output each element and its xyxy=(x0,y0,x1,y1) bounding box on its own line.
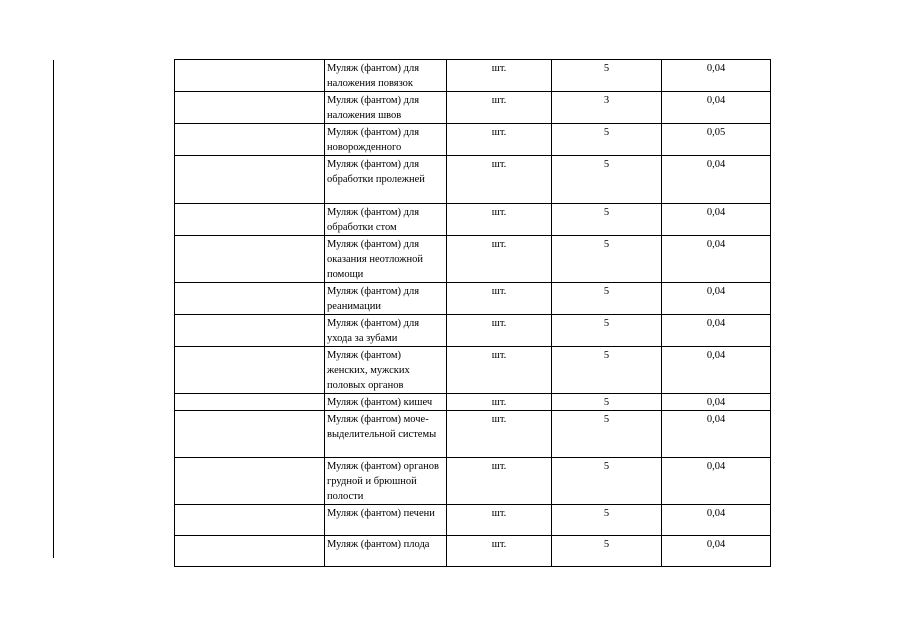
empty-cell xyxy=(175,60,325,92)
empty-cell xyxy=(175,505,325,536)
empty-cell xyxy=(175,411,325,458)
table-row xyxy=(175,458,771,505)
item-name: Муляж (фантом) женских, мужских половых органов xyxy=(325,347,447,394)
item-value: 0,04 xyxy=(662,536,771,567)
table-row xyxy=(175,536,771,567)
item-name: Муляж (фантом) для новорожденного xyxy=(325,124,447,156)
item-unit: шт. xyxy=(447,204,552,236)
table-row xyxy=(175,60,771,92)
item-value: 0,04 xyxy=(662,60,771,92)
table-row xyxy=(175,236,771,283)
item-value: 0,04 xyxy=(662,505,771,536)
item-unit: шт. xyxy=(447,60,552,92)
item-name: Муляж (фантом) для наложения повязок xyxy=(325,60,447,92)
item-unit: шт. xyxy=(447,347,552,394)
item-value: 0,04 xyxy=(662,283,771,315)
item-name: Муляж (фантом) моче-выделительной системы xyxy=(325,411,447,458)
item-name: Муляж (фантом) плода xyxy=(325,536,447,567)
empty-cell xyxy=(175,458,325,505)
item-quantity: 5 xyxy=(552,411,662,458)
table-row xyxy=(175,394,771,411)
item-unit: шт. xyxy=(447,156,552,204)
item-quantity: 5 xyxy=(552,536,662,567)
empty-cell xyxy=(175,347,325,394)
table-row xyxy=(175,505,771,536)
item-name: Муляж (фантом) для оказания неотложной помощи xyxy=(325,236,447,283)
empty-cell xyxy=(175,315,325,347)
item-name: Муляж (фантом) для обработки стом xyxy=(325,204,447,236)
item-value: 0,05 xyxy=(662,124,771,156)
item-value: 0,04 xyxy=(662,236,771,283)
table-row xyxy=(175,315,771,347)
item-value: 0,04 xyxy=(662,394,771,411)
item-value: 0,04 xyxy=(662,458,771,505)
item-quantity: 5 xyxy=(552,124,662,156)
equipment-table xyxy=(174,59,771,567)
item-quantity: 5 xyxy=(552,315,662,347)
empty-cell xyxy=(175,236,325,283)
item-unit: шт. xyxy=(447,394,552,411)
table-row xyxy=(175,124,771,156)
item-quantity: 5 xyxy=(552,236,662,283)
empty-cell xyxy=(175,92,325,124)
item-name: Муляж (фантом) для наложения швов xyxy=(325,92,447,124)
item-name: Муляж (фантом) органов грудной и брюшной полости xyxy=(325,458,447,505)
table-row xyxy=(175,156,771,204)
item-value: 0,04 xyxy=(662,156,771,204)
table-row xyxy=(175,92,771,124)
empty-cell xyxy=(175,156,325,204)
item-quantity: 5 xyxy=(552,347,662,394)
empty-cell xyxy=(175,204,325,236)
table-row xyxy=(175,204,771,236)
item-quantity: 5 xyxy=(552,394,662,411)
item-quantity: 5 xyxy=(552,283,662,315)
item-unit: шт. xyxy=(447,458,552,505)
table-row xyxy=(175,347,771,394)
item-unit: шт. xyxy=(447,124,552,156)
item-name: Муляж (фантом) печени xyxy=(325,505,447,536)
empty-cell xyxy=(175,394,325,411)
item-quantity: 5 xyxy=(552,156,662,204)
item-quantity: 5 xyxy=(552,204,662,236)
item-quantity: 3 xyxy=(552,92,662,124)
item-unit: шт. xyxy=(447,315,552,347)
item-value: 0,04 xyxy=(662,411,771,458)
item-quantity: 5 xyxy=(552,60,662,92)
item-value: 0,04 xyxy=(662,204,771,236)
empty-cell xyxy=(175,536,325,567)
empty-cell xyxy=(175,283,325,315)
table-row xyxy=(175,411,771,458)
item-name: Муляж (фантом) для ухода за зубами xyxy=(325,315,447,347)
item-unit: шт. xyxy=(447,505,552,536)
item-name: Муляж (фантом) кишеч xyxy=(325,394,447,411)
item-value: 0,04 xyxy=(662,92,771,124)
item-unit: шт. xyxy=(447,92,552,124)
item-unit: шт. xyxy=(447,536,552,567)
item-unit: шт. xyxy=(447,283,552,315)
table-row xyxy=(175,283,771,315)
page-margin-line xyxy=(53,60,54,558)
item-value: 0,04 xyxy=(662,347,771,394)
item-value: 0,04 xyxy=(662,315,771,347)
item-name: Муляж (фантом) для реанимации xyxy=(325,283,447,315)
empty-cell xyxy=(175,124,325,156)
item-unit: шт. xyxy=(447,236,552,283)
item-quantity: 5 xyxy=(552,458,662,505)
item-name: Муляж (фантом) для обработки пролежней xyxy=(325,156,447,204)
item-quantity: 5 xyxy=(552,505,662,536)
item-unit: шт. xyxy=(447,411,552,458)
